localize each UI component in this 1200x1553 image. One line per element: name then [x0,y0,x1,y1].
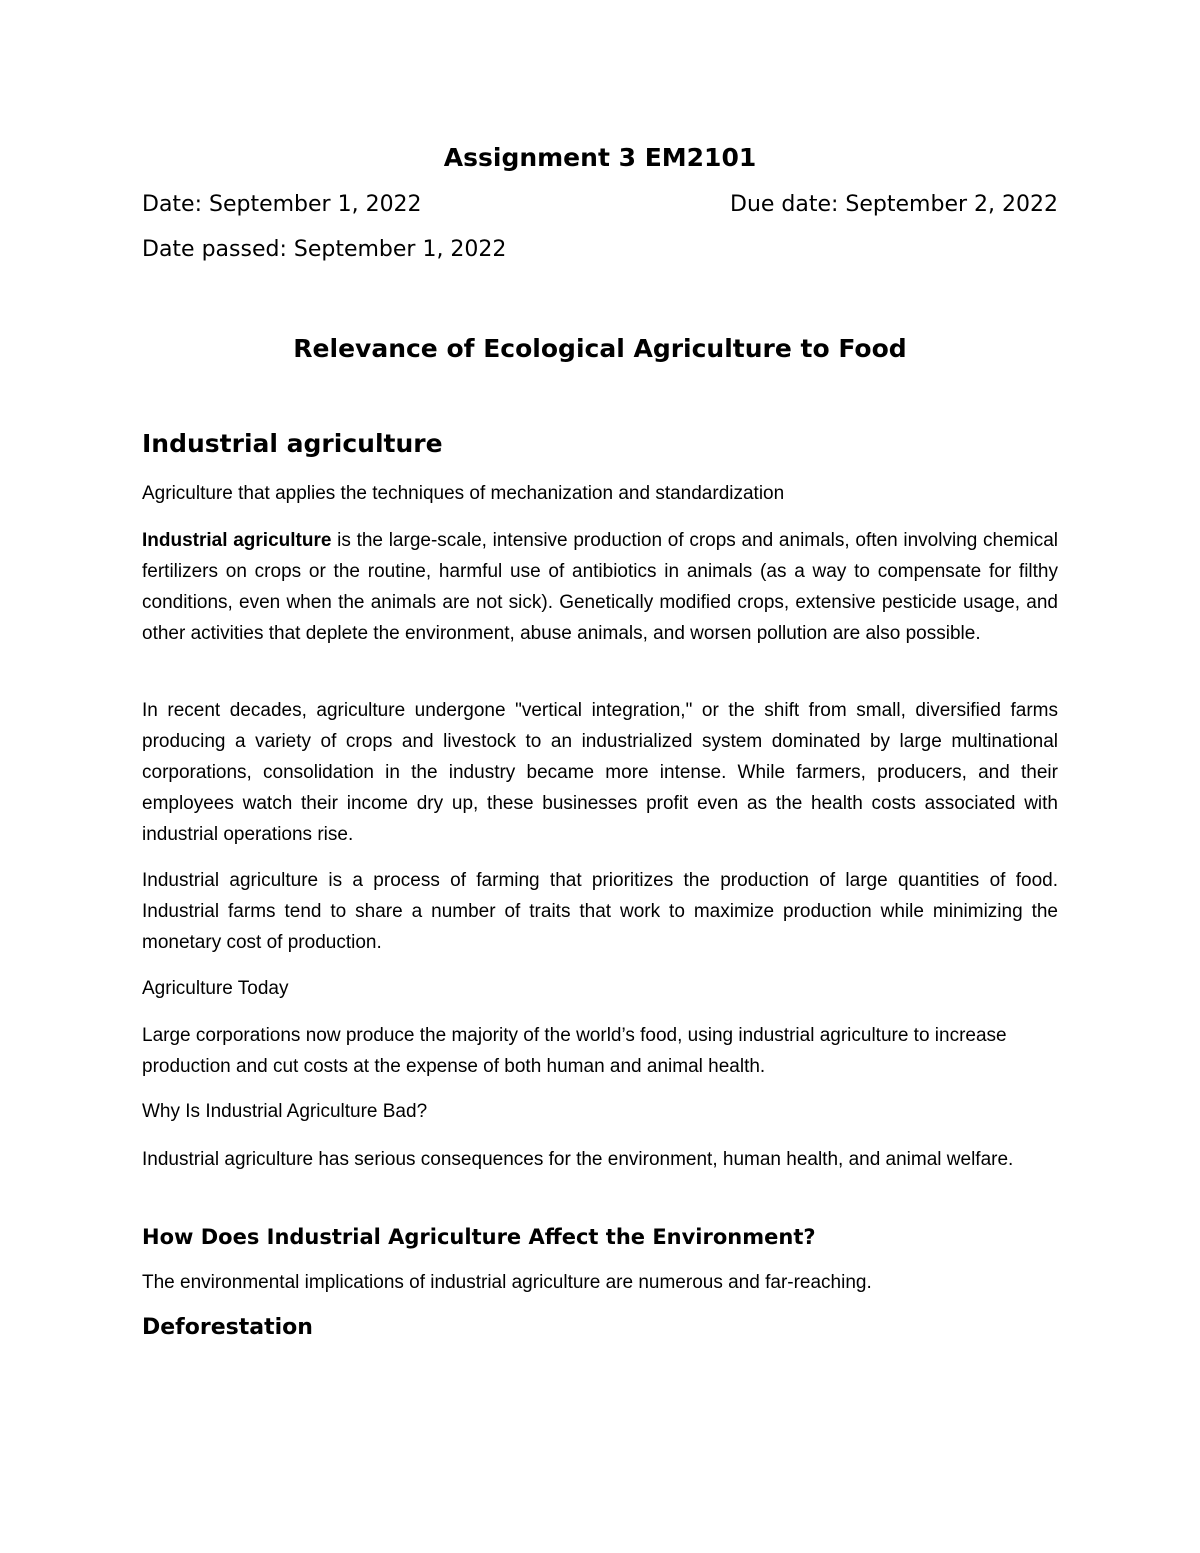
paragraph-text: is the large-scale, intensive production of crops and animals, often involving chemical fertilizers on crops or the routine, harmful use of antibiotics in animals (as a way to compensate for filthy conditions, even when the animals are not sick). Genetically modified crops, extensive pesticide usage, and other activities that deplete the environment, abuse animals, and worsen pollution are also possible. [142,530,1058,644]
section-heading-industrial-agriculture: Industrial agriculture [142,429,443,458]
paragraph-vertical-integration: In recent decades, agriculture undergone "vertical integration," or the shift from small, diversified farms producing a variety of crops and livestock to an industrialized system dominated by large multinational corporations, consolidation in the industry became more intense. While farmers, producers, and their employees watch their income dry up, these businesses profit even as the health costs associated with industrial operations rise. [142,700,1058,845]
section-heading-deforestation: Deforestation [142,1315,313,1340]
paragraph-environmental-implications: The environmental implications of industrial agriculture are numerous and far-reaching. [142,1272,872,1293]
date-text: Date: September 1, 2022 [142,192,422,217]
section-heading-environment: How Does Industrial Agriculture Affect the Environment? [142,1225,816,1249]
paragraph-agriculture-today: Agriculture Today [142,978,289,999]
paragraph-definition: Agriculture that applies the techniques of mechanization and standardization [142,483,785,504]
date-row [142,191,1058,219]
paragraph-process-of-farming: Industrial agriculture is a process of farming that prioritizes the production of large quantities of food. Industrial farms tend to share a number of traits that work to maximize production while minimizing the monetary cost of production. [142,870,1058,953]
date-passed-text: Date passed: September 1, 2022 [142,237,507,262]
paragraph-industrial-agriculture [142,525,1058,649]
paragraph-consequences: Industrial agriculture has serious consequences for the environment, human health, and animal welfare. [142,1149,1014,1170]
document-subtitle: Relevance of Ecological Agriculture to Food [293,334,907,363]
paragraph-large-corporations: Large corporations now produce the majority of the world’s food, using industrial agriculture to increase production and cut costs at the expense of both human and animal health. [142,1025,1007,1077]
document-title: Assignment 3 EM2101 [443,143,757,172]
paragraph-why-bad: Why Is Industrial Agriculture Bad? [142,1101,428,1122]
date-passed-row [142,236,1058,264]
bold-term: Industrial agriculture [142,530,332,551]
due-date-text: Due date: September 2, 2022 [730,192,1058,217]
